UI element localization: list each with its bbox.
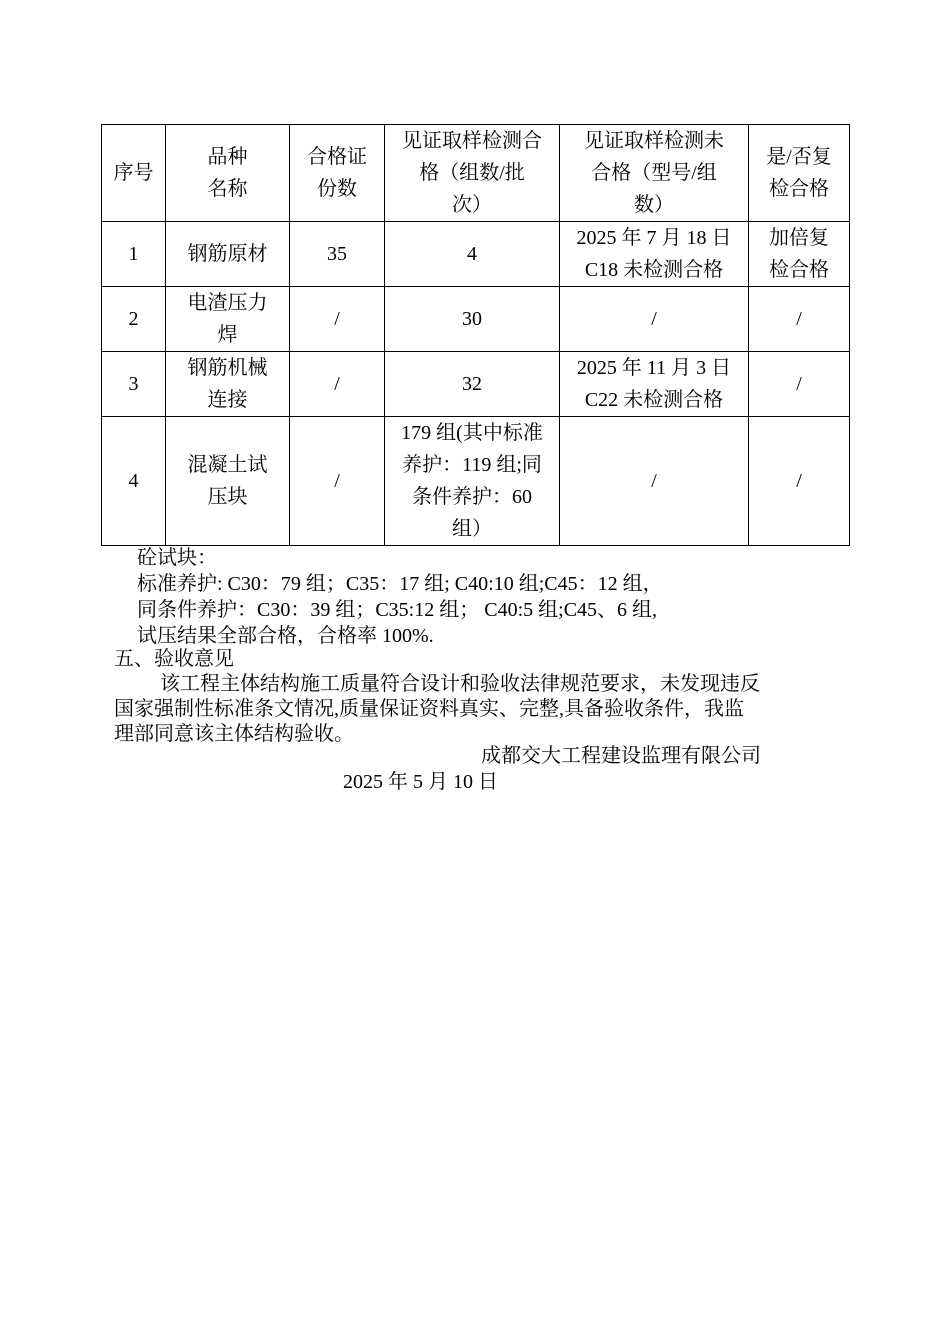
table-row	[102, 222, 850, 287]
cell-text: 1	[128, 243, 139, 265]
header-cell-recheck	[749, 125, 850, 222]
header-text: 序号	[113, 162, 154, 184]
header-text: 份数	[317, 178, 357, 200]
cell-witness-fail	[560, 222, 749, 287]
cell-variety	[166, 287, 290, 352]
cell-text: 2025 年 11 月 3 日	[576, 357, 732, 379]
cell-witness-pass	[385, 287, 560, 352]
cell-text: /	[334, 373, 340, 395]
cell-text: 养护：119 组;同	[402, 454, 542, 476]
cell-witness-pass	[385, 222, 560, 287]
cell-recheck	[749, 352, 850, 417]
cell-serial	[102, 352, 166, 417]
cell-variety	[166, 352, 290, 417]
cell-text: 焊	[217, 324, 238, 346]
table-row	[102, 352, 850, 417]
cell-text: /	[651, 308, 657, 330]
cell-cert-count	[290, 352, 385, 417]
cell-recheck	[749, 287, 850, 352]
cell-text: 4	[128, 470, 139, 492]
header-cell-cert-count	[290, 125, 385, 222]
header-text: 次）	[452, 194, 492, 216]
cell-cert-count	[290, 287, 385, 352]
header-text: 品种	[207, 146, 248, 168]
cell-text: 4	[467, 243, 477, 265]
cell-text: 32	[462, 373, 482, 395]
signature-date: 2025 年 5 月 10 日	[343, 771, 498, 793]
signature-company: 成都交大工程建设监理有限公司	[481, 745, 761, 767]
cell-text: 179 组(其中标准	[401, 422, 543, 444]
header-cell-variety	[166, 125, 290, 222]
cell-witness-fail	[560, 287, 749, 352]
table-header-row	[102, 125, 850, 222]
cell-text: /	[796, 373, 802, 395]
cell-text: 条件养护：60	[412, 486, 532, 508]
section-body-line-2: 国家强制性标准条文情况,质量保证资料真实、完整,具备验收条件，我监	[114, 698, 744, 720]
cell-witness-fail	[560, 417, 749, 546]
cell-text: 检合格	[769, 259, 829, 281]
cell-text: 混凝土试	[187, 454, 268, 476]
cell-text: C22 未检测合格	[584, 389, 724, 411]
cell-variety	[166, 417, 290, 546]
cell-text: 压块	[207, 486, 248, 508]
cell-cert-count	[290, 417, 385, 546]
cell-variety	[166, 222, 290, 287]
cell-text: 加倍复	[769, 227, 829, 249]
header-text: 是/否复	[766, 146, 832, 168]
cell-text: 电渣压力	[187, 292, 268, 314]
header-cell-witness-pass	[385, 125, 560, 222]
cell-text: /	[334, 308, 340, 330]
notes-line-2: 标准养护: C30：79 组；C35：17 组; C40:10 组;C45：12 组，	[137, 573, 663, 595]
cell-text: 连接	[207, 389, 248, 411]
cell-recheck	[749, 222, 850, 287]
cell-witness-pass	[385, 417, 560, 546]
header-text: 合格证	[307, 146, 367, 168]
header-text: 检合格	[769, 178, 829, 200]
cell-text: 钢筋机械	[187, 357, 268, 379]
cell-text: /	[796, 470, 802, 492]
cell-witness-fail	[560, 352, 749, 417]
cell-text: 2	[128, 308, 139, 330]
cell-serial	[102, 222, 166, 287]
header-text: 合格（型号/组	[591, 162, 717, 184]
header-text: 见证取样检测未	[584, 130, 724, 152]
cell-text: /	[334, 470, 340, 492]
section-body-line-3: 理部同意该主体结构验收。	[114, 723, 354, 745]
notes-line-4: 试压结果全部合格，合格率 100%.	[137, 625, 434, 647]
cell-witness-pass	[385, 352, 560, 417]
header-text: 见证取样检测合	[402, 130, 542, 152]
header-text: 格（组数/批	[419, 162, 525, 184]
section-body-line-1: 该工程主体结构施工质量符合设计和验收法律规范要求，未发现违反	[160, 673, 760, 695]
section-heading: 五、验收意见	[114, 648, 234, 670]
notes-line-3: 同条件养护：C30：39 组；C35:12 组； C40:5 组;C45、6 组,	[137, 599, 658, 621]
cell-text: /	[651, 470, 657, 492]
cell-text: 30	[462, 308, 482, 330]
cell-text: 组）	[452, 518, 492, 540]
cell-recheck	[749, 417, 850, 546]
inspection-table	[101, 124, 850, 546]
header-text: 数）	[634, 194, 674, 216]
cell-text: 35	[327, 243, 347, 265]
cell-serial	[102, 287, 166, 352]
header-cell-witness-fail	[560, 125, 749, 222]
cell-text: 钢筋原材	[187, 243, 268, 265]
cell-cert-count	[290, 222, 385, 287]
cell-text: /	[796, 308, 802, 330]
cell-serial	[102, 417, 166, 546]
notes-line-1: 砼试块：	[137, 547, 217, 569]
table-row	[102, 417, 850, 546]
table-row	[102, 287, 850, 352]
cell-text: 3	[128, 373, 139, 395]
header-cell-serial	[102, 125, 166, 222]
cell-text: C18 未检测合格	[584, 259, 724, 281]
header-text: 名称	[207, 178, 248, 200]
cell-text: 2025 年 7 月 18 日	[576, 227, 732, 249]
